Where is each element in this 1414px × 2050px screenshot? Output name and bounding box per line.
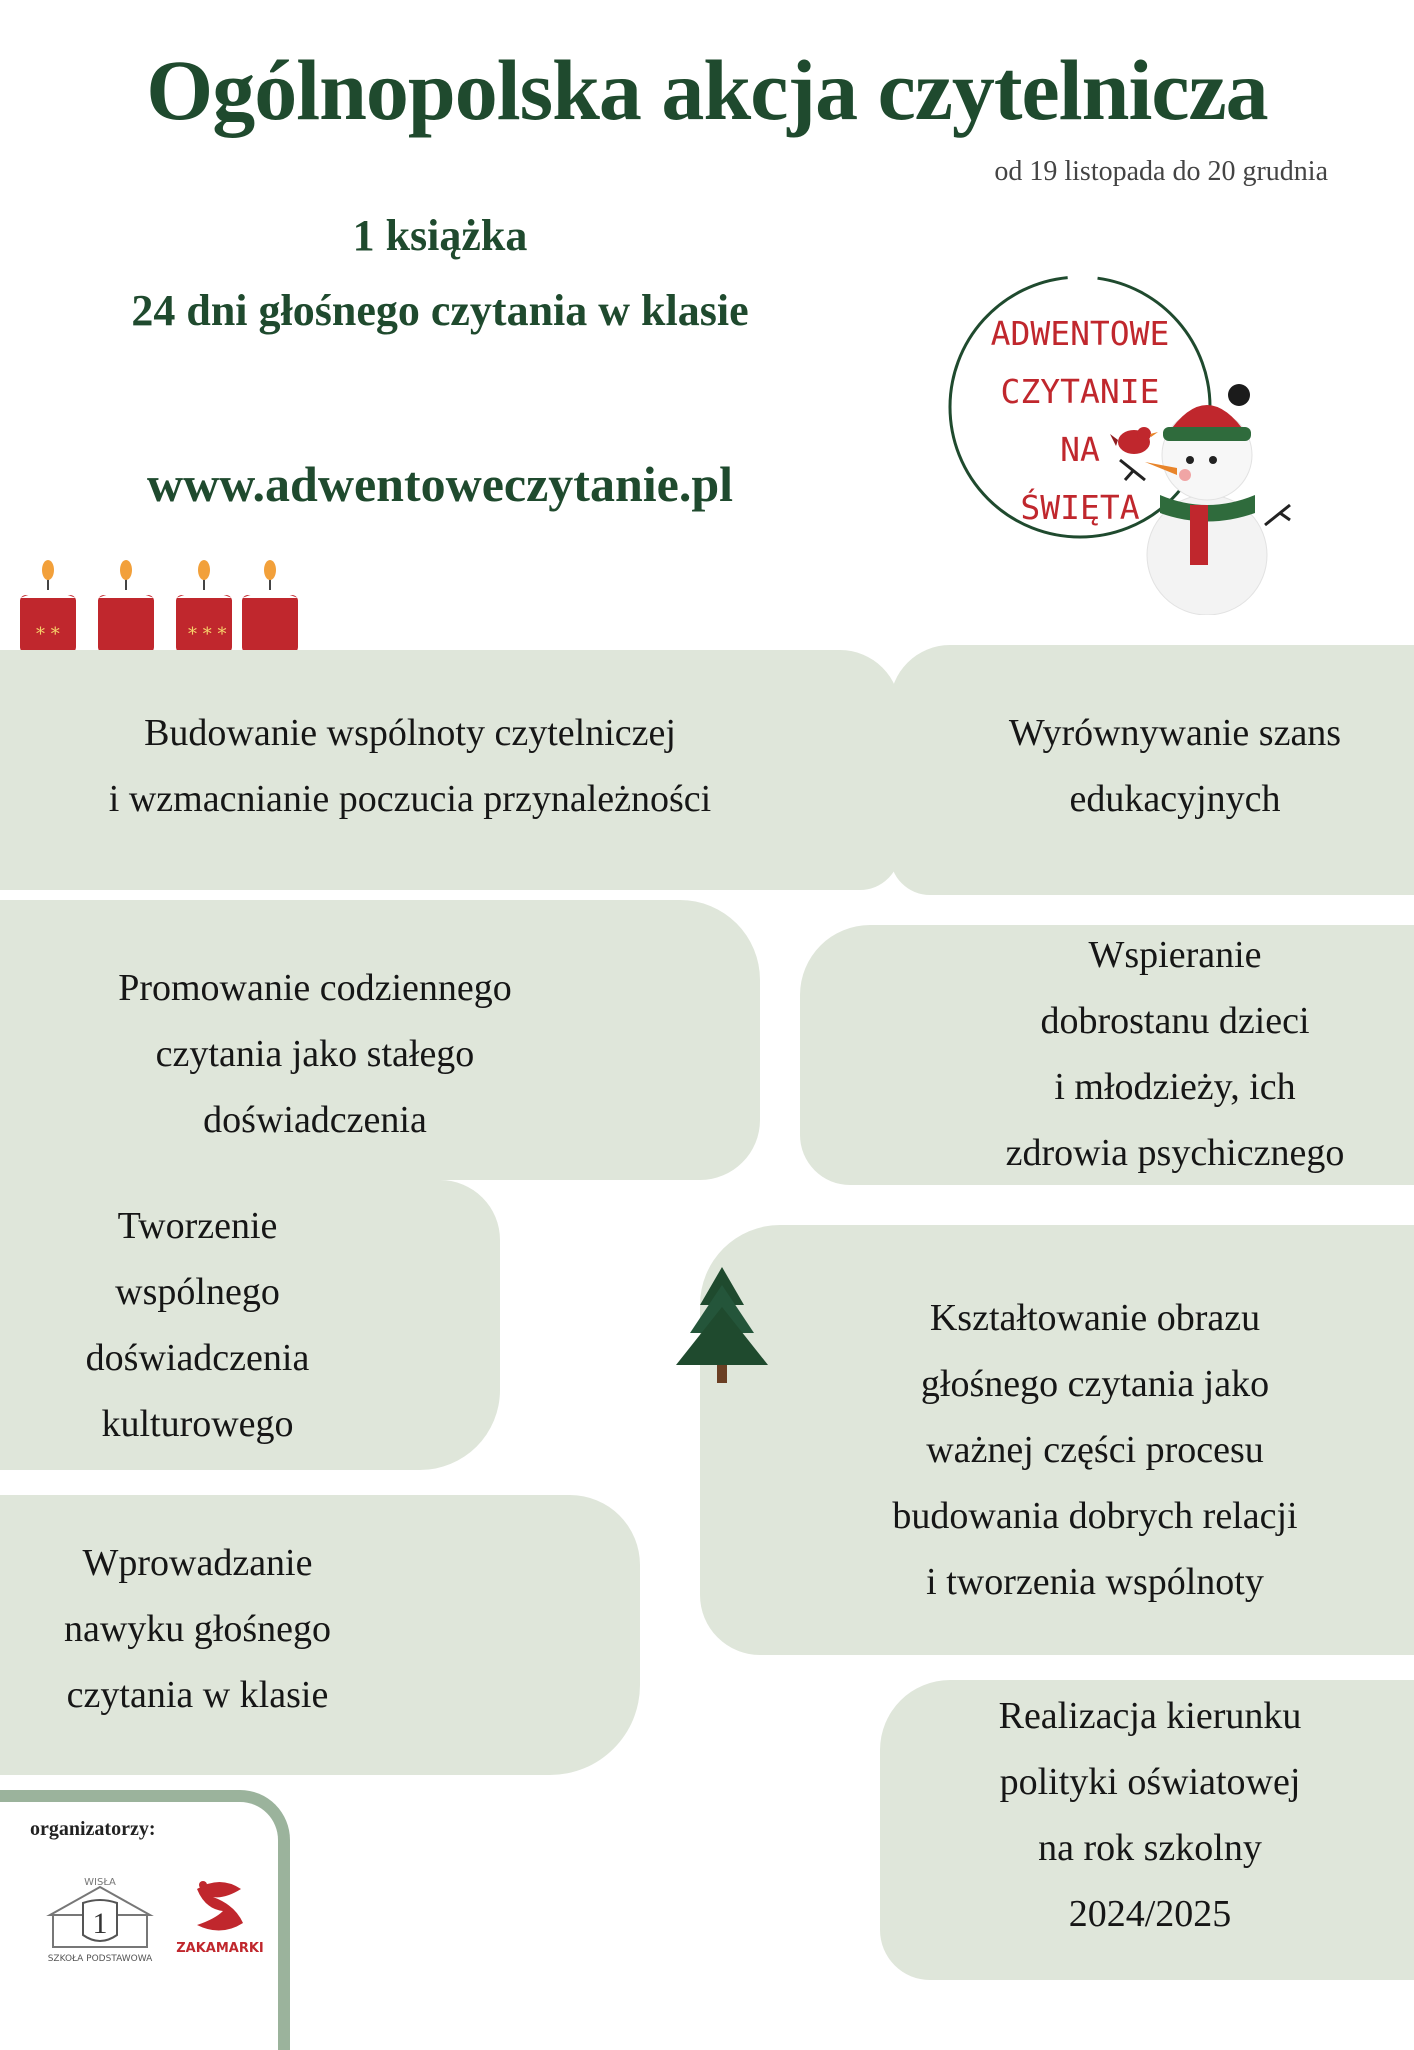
goal-daily-reading: Promowanie codziennego czytania jako stałego doświadczenia	[118, 967, 512, 1141]
christmas-tree-icon	[672, 1265, 772, 1385]
school-number: 1	[92, 1907, 108, 1940]
goal-reading-habit: Wprowadzanie nawyku głośnego czytania w klasie	[63, 1542, 332, 1716]
goal-community: Budowanie wspólnoty czytelniczej i wzmacnianie poczucia przynależności	[108, 712, 712, 820]
logo-line-4: ŚWIĘTA	[1020, 488, 1140, 527]
page-title: Ogólnopolska akcja czytelnicza	[146, 42, 1268, 138]
school-logo-icon	[45, 1875, 155, 1950]
zakamarki-caption: ZAKAMARKI	[176, 1941, 264, 1956]
intro-line-1: 1 książka	[352, 211, 528, 260]
logo-line-1: ADWENTOWE	[990, 314, 1170, 353]
logo-line-3: NA	[1060, 430, 1100, 469]
advent-reading-logo	[915, 255, 1335, 615]
candles-decoration	[18, 550, 308, 655]
svg-text:* *: * *	[36, 624, 60, 645]
website-link[interactable]: www.adwentoweczytanie.pl	[146, 456, 734, 512]
goal-cultural-experience: Tworzenie wspólnego doświadczenia kulturowego	[85, 1205, 310, 1445]
svg-text:* * *: * * *	[188, 624, 227, 645]
bird-icon	[1110, 420, 1160, 460]
goal-equal-chances: Wyrównywanie szans edukacyjnych	[1008, 712, 1342, 820]
goal-relationships: Kształtowanie obrazu głośnego czytania jako ważnej części procesu budowania dobrych relacji i tworzenia wspólnoty	[892, 1297, 1298, 1603]
date-range: od 19 listopada do 20 grudnia	[994, 156, 1328, 187]
zakamarki-logo	[175, 1875, 265, 1970]
school-top-label: WISŁA	[84, 1877, 116, 1888]
snowman-icon	[1115, 365, 1295, 615]
organizers-label: organizatorzy:	[30, 1818, 156, 1840]
logo-line-2: CZYTANIE	[1000, 372, 1160, 411]
zakamarki-logo-icon	[185, 1875, 255, 1937]
goal-education-policy: Realizacja kierunku polityki oświatowej na rok szkolny 2024/2025	[998, 1695, 1302, 1935]
candle-icon	[18, 550, 308, 655]
school-logo	[45, 1875, 155, 1965]
school-caption: SZKOŁA PODSTAWOWA	[47, 1954, 153, 1964]
goal-wellbeing: Wspieranie dobrostanu dzieci i młodzieży, ich zdrowia psychicznego	[1005, 934, 1345, 1174]
intro-line-2: 24 dni głośnego czytania w klasie	[131, 286, 749, 335]
